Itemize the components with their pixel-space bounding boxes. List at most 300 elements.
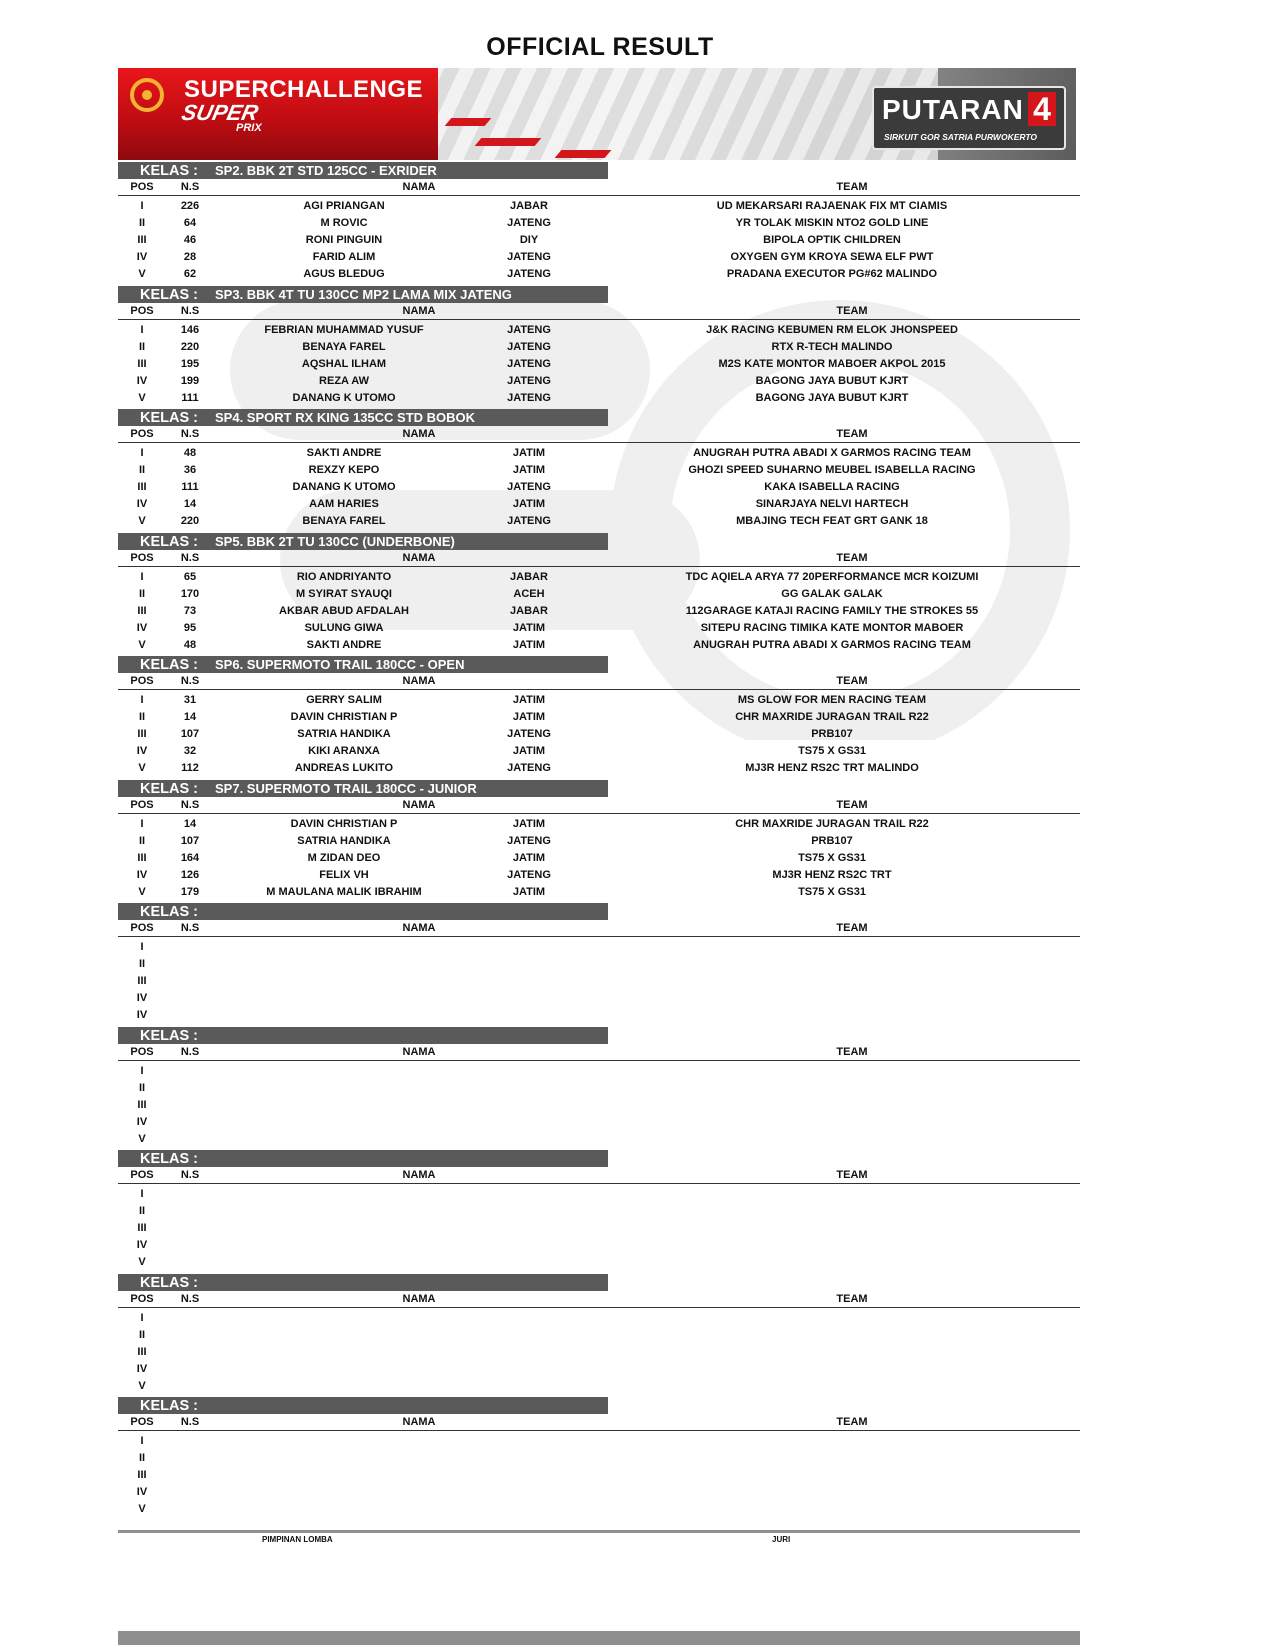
cell-team: J&K RACING KEBUMEN RM ELOK JHONSPEED (706, 323, 958, 336)
col-header-team: TEAM (836, 1292, 868, 1305)
cell-pos: V (138, 1379, 146, 1392)
col-header-team: TEAM (836, 922, 868, 934)
class-name: SP6. SUPERMOTO TRAIL 180CC - OPEN (215, 657, 465, 672)
brand-panel (118, 68, 438, 160)
cell-pos: II (138, 217, 146, 229)
table-header (118, 426, 1080, 443)
cell-ns (166, 1378, 214, 1395)
cell-team: TS75 X GS31 (798, 745, 866, 757)
cell-pos: I (140, 323, 144, 336)
cell-pos: I (140, 1188, 144, 1200)
cell-ns (166, 1254, 214, 1271)
table-header (118, 179, 1080, 196)
brand-sub2: PRIX (236, 122, 262, 134)
cell-ns: 107 (180, 728, 200, 740)
cell-pos: I (140, 1311, 144, 1324)
table-row (118, 1433, 1080, 1450)
table-row (118, 884, 1080, 901)
cell-pos: II (138, 834, 146, 847)
cell-province: JATIM (512, 817, 546, 830)
cell-province: JATENG (507, 357, 551, 370)
cell-ns: 65 (183, 570, 197, 583)
class-name: SP4. SPORT RX KING 135CC STD BOBOK (215, 410, 476, 425)
cell-ns: 179 (180, 885, 200, 898)
cell-pos: V (138, 638, 146, 651)
table-row (118, 973, 1080, 990)
table-row (118, 390, 1080, 407)
cell-province: JATENG (507, 374, 551, 387)
cell-nama (214, 1433, 474, 1450)
cell-pos: V (138, 1132, 146, 1145)
cell-nama: FARID ALIM (312, 251, 376, 263)
class-label: KELAS : (140, 163, 198, 179)
col-header-ns: N.S (180, 1169, 200, 1181)
cell-pos: III (137, 1469, 147, 1481)
cell-pos: I (140, 694, 144, 706)
table-row (118, 445, 1080, 462)
cell-ns: 112 (181, 762, 199, 774)
class-section (118, 533, 1080, 657)
cell-province (474, 973, 584, 990)
cell-ns: 62 (183, 268, 197, 280)
cell-pos: II (138, 958, 146, 970)
cell-pos: V (138, 1503, 146, 1515)
col-header-ns: N.S (180, 1045, 200, 1058)
table-row (118, 1378, 1080, 1395)
table-header (118, 1044, 1080, 1061)
cell-team: M2S KATE MONTOR MABOER AKPOL 2015 (718, 357, 946, 370)
col-header-ns: N.S (180, 304, 200, 317)
class-header-bar (118, 1274, 608, 1291)
cell-province (474, 956, 584, 973)
cell-nama (214, 1378, 474, 1395)
cell-province (474, 1467, 584, 1484)
results-list (118, 162, 1080, 1521)
table-row (118, 603, 1080, 620)
class-header-bar (118, 1150, 608, 1167)
cell-province (474, 939, 584, 956)
table-header (118, 673, 1080, 690)
cell-nama (214, 1237, 474, 1254)
cell-ns (166, 1063, 214, 1080)
class-section (118, 780, 1080, 904)
table-header (118, 303, 1080, 320)
col-header-pos: POS (130, 181, 154, 193)
cell-nama (214, 1131, 474, 1148)
cell-nama: FEBRIAN MUHAMMAD YUSUF (264, 323, 424, 336)
cell-team: YR TOLAK MISKIN NTO2 GOLD LINE (735, 217, 929, 229)
cell-team: MBAJING TECH FEAT GRT GANK 18 (736, 515, 928, 527)
table-header (118, 920, 1080, 937)
table-row (118, 1220, 1080, 1237)
table-row (118, 692, 1080, 709)
cell-pos: I (140, 941, 144, 953)
cell-province: JATIM (512, 885, 546, 898)
table-row (118, 1467, 1080, 1484)
class-section (118, 286, 1080, 410)
cell-pos: I (140, 200, 144, 212)
cell-ns (166, 1220, 214, 1237)
cell-pos: IV (136, 1362, 148, 1375)
cell-nama: BENAYA FAREL (302, 515, 386, 527)
cell-province (474, 1186, 584, 1203)
cell-province (474, 1501, 584, 1518)
cell-ns: 28 (183, 251, 197, 263)
cell-ns: 32 (183, 745, 197, 757)
page-title: OFFICIAL RESULT (486, 33, 714, 61)
cell-nama: AQSHAL ILHAM (301, 357, 387, 370)
signature-chief: PIMPINAN LOMBA (262, 1535, 333, 1544)
table-row (118, 1310, 1080, 1327)
cell-pos: V (138, 762, 146, 774)
cell-team: MJ3R HENZ RS2C TRT MALINDO (745, 762, 919, 774)
col-header-pos: POS (130, 428, 154, 440)
table-row (118, 956, 1080, 973)
cell-ns (166, 1131, 214, 1148)
cell-province (474, 1450, 584, 1467)
kerb-stripe (445, 118, 492, 126)
footer-bar (118, 1631, 1080, 1645)
cell-province (474, 1344, 584, 1361)
class-name: SP7. SUPERMOTO TRAIL 180CC - JUNIOR (215, 780, 477, 796)
class-label: KELAS : (140, 1027, 198, 1044)
target-logo-icon (130, 78, 164, 112)
cell-team (584, 1254, 1080, 1271)
col-header-nama: NAMA (402, 551, 436, 564)
table-row (118, 726, 1080, 743)
track-image (398, 68, 938, 160)
cell-ns: 95 (183, 621, 197, 634)
cell-pos: III (137, 1098, 147, 1111)
cell-ns (166, 1467, 214, 1484)
col-header-ns: N.S (180, 1292, 200, 1305)
cell-province: ACEH (513, 587, 545, 600)
cell-pos: III (137, 604, 147, 617)
cell-team (584, 1186, 1080, 1203)
cell-team (584, 1007, 1080, 1024)
col-header-nama: NAMA (402, 181, 436, 193)
cell-province (474, 1097, 584, 1114)
cell-ns (166, 1186, 214, 1203)
cell-team: TS75 X GS31 (798, 851, 866, 864)
col-header-team: TEAM (836, 304, 868, 317)
cell-ns: 14 (183, 711, 197, 723)
cell-team (584, 1237, 1080, 1254)
cell-pos: V (138, 1256, 146, 1268)
class-name: SP3. BBK 4T TU 130CC MP2 LAMA MIX JATENG (215, 286, 512, 302)
cell-ns (166, 990, 214, 1007)
table-row (118, 1131, 1080, 1148)
cell-province (474, 1327, 584, 1344)
class-section (118, 903, 1080, 1027)
col-header-pos: POS (130, 1416, 154, 1428)
cell-nama: DAVIN CHRISTIAN P (290, 711, 398, 723)
cell-nama: M MAULANA MALIK IBRAHIM (266, 885, 422, 898)
cell-province (474, 1220, 584, 1237)
cell-team: MJ3R HENZ RS2C TRT (772, 868, 892, 881)
cell-nama (214, 1080, 474, 1097)
cell-province (474, 1433, 584, 1450)
cell-pos: II (138, 1452, 146, 1464)
table-row (118, 513, 1080, 530)
col-header-pos: POS (130, 1169, 154, 1181)
class-header-bar (118, 656, 608, 673)
cell-province: JATENG (507, 340, 551, 353)
class-label: KELAS : (140, 780, 198, 797)
cell-nama (214, 1203, 474, 1220)
cell-ns: 195 (180, 357, 200, 370)
cell-team: BAGONG JAYA BUBUT KJRT (755, 391, 909, 404)
cell-nama: M ROVIC (320, 217, 368, 229)
cell-province: JATIM (512, 851, 546, 864)
class-label: KELAS : (140, 1151, 198, 1167)
table-row (118, 1254, 1080, 1271)
cell-pos: I (140, 1064, 144, 1077)
cell-ns (166, 1501, 214, 1518)
cell-province (474, 1361, 584, 1378)
table-row (118, 1484, 1080, 1501)
col-header-nama: NAMA (402, 1416, 436, 1428)
round-word: PUTARAN (882, 94, 1024, 125)
cell-team: PRADANA EXECUTOR PG#62 MALINDO (726, 268, 938, 280)
cell-province: JATIM (512, 694, 546, 706)
class-header-bar (118, 409, 608, 426)
table-row (118, 215, 1080, 232)
table-row (118, 462, 1080, 479)
cell-ns (166, 1114, 214, 1131)
cell-ns (166, 1450, 214, 1467)
cell-pos: III (137, 975, 147, 987)
cell-ns (166, 1433, 214, 1450)
cell-nama: AAM HARIES (309, 498, 379, 510)
cell-team (584, 1327, 1080, 1344)
cell-team (584, 1344, 1080, 1361)
cell-team (584, 990, 1080, 1007)
cell-team: BIPOLA OPTIK CHILDREN (763, 234, 901, 246)
class-section (118, 656, 1080, 780)
cell-nama: AGI PRIANGAN (303, 200, 385, 212)
col-header-ns: N.S (180, 798, 200, 811)
table-row (118, 1186, 1080, 1203)
cell-province (474, 1007, 584, 1024)
cell-nama (214, 1097, 474, 1114)
cell-ns: 220 (180, 515, 200, 527)
cell-nama: AKBAR ABUD AFDALAH (279, 604, 409, 617)
cell-team (584, 1467, 1080, 1484)
table-row (118, 322, 1080, 339)
cell-team (584, 1131, 1080, 1148)
cell-team: ANUGRAH PUTRA ABADI X GARMOS RACING TEAM (693, 638, 971, 651)
class-header-bar (118, 1397, 608, 1414)
class-header-bar (118, 533, 608, 550)
cell-province: JATENG (507, 481, 551, 493)
cell-pos: II (138, 711, 146, 723)
class-header-bar (118, 162, 608, 179)
col-header-team: TEAM (836, 428, 868, 440)
cell-nama: M SYIRAT SYAUQI (296, 587, 392, 600)
cell-team (584, 1378, 1080, 1395)
table-row (118, 743, 1080, 760)
cell-pos: IV (136, 1486, 148, 1498)
table-row (118, 1203, 1080, 1220)
cell-province: JATENG (507, 515, 551, 527)
cell-ns (166, 1203, 214, 1220)
col-header-team: TEAM (836, 675, 868, 687)
cell-ns (166, 939, 214, 956)
cell-province: JATENG (507, 728, 551, 740)
col-header-ns: N.S (180, 181, 200, 193)
cell-province: DIY (519, 234, 539, 246)
cell-pos: II (138, 1081, 146, 1094)
cell-team (584, 1433, 1080, 1450)
cell-nama (214, 1186, 474, 1203)
cell-nama: DANANG K UTOMO (292, 481, 396, 493)
cell-ns: 64 (183, 217, 197, 229)
col-header-ns: N.S (180, 675, 200, 687)
cell-ns (166, 1080, 214, 1097)
table-row (118, 496, 1080, 513)
col-header-ns: N.S (180, 428, 200, 440)
class-label: KELAS : (140, 904, 198, 920)
cell-nama: DANANG K UTOMO (292, 391, 396, 404)
cell-pos: IV (136, 745, 148, 757)
class-label: KELAS : (140, 657, 198, 673)
table-row (118, 266, 1080, 283)
event-banner (118, 68, 1076, 160)
class-header-bar (118, 286, 608, 303)
cell-team (584, 1063, 1080, 1080)
cell-nama (214, 1254, 474, 1271)
cell-nama (214, 1484, 474, 1501)
cell-pos: III (137, 728, 147, 740)
cell-ns: 199 (180, 374, 200, 387)
cell-nama: RIO ANDRIYANTO (296, 570, 392, 583)
col-header-nama: NAMA (402, 1045, 436, 1058)
cell-nama (214, 939, 474, 956)
cell-ns: 164 (180, 851, 200, 864)
cell-ns (166, 1361, 214, 1378)
table-row (118, 1007, 1080, 1024)
cell-nama: REZA AW (319, 374, 369, 387)
cell-ns: 48 (183, 638, 197, 651)
cell-team (584, 1097, 1080, 1114)
brand-name: SUPERCHALLENGE (184, 76, 424, 103)
cell-team: MS GLOW FOR MEN RACING TEAM (737, 694, 927, 706)
cell-ns: 73 (183, 604, 197, 617)
cell-nama: REXZY KEPO (308, 464, 380, 476)
cell-nama: SAKTI ANDRE (306, 638, 382, 651)
cell-ns (166, 973, 214, 990)
cell-ns: 14 (183, 817, 197, 830)
col-header-team: TEAM (836, 1045, 868, 1058)
cell-pos: III (137, 1345, 147, 1358)
cell-pos: II (138, 464, 146, 476)
cell-province (474, 1203, 584, 1220)
table-row (118, 249, 1080, 266)
class-name: SP2. BBK 2T STD 125CC - EXRIDER (215, 163, 437, 178)
cell-team: GG GALAK GALAK (781, 587, 883, 600)
signature-divider (118, 1530, 1080, 1533)
cell-pos: IV (136, 1115, 148, 1128)
cell-province: JATENG (507, 868, 551, 881)
cell-nama (214, 1007, 474, 1024)
cell-team: PRB107 (811, 728, 853, 740)
cell-province: JATENG (507, 762, 551, 774)
cell-province (474, 1254, 584, 1271)
cell-nama: ANDREAS LUKITO (294, 762, 394, 774)
col-header-team: TEAM (836, 1416, 868, 1428)
cell-ns: 36 (183, 464, 197, 476)
table-header (118, 1414, 1080, 1431)
cell-ns: 111 (181, 391, 199, 404)
cell-pos: I (140, 817, 144, 830)
cell-nama (214, 1310, 474, 1327)
cell-ns: 31 (183, 694, 197, 706)
cell-ns (166, 1007, 214, 1024)
cell-province: JATIM (512, 621, 546, 634)
col-header-team: TEAM (836, 798, 868, 811)
col-header-nama: NAMA (402, 922, 436, 934)
cell-team: ANUGRAH PUTRA ABADI X GARMOS RACING TEAM (693, 447, 971, 459)
round-badge (872, 86, 1066, 150)
cell-province (474, 1237, 584, 1254)
cell-pos: V (138, 391, 146, 404)
cell-pos: II (138, 1205, 146, 1217)
col-header-nama: NAMA (402, 428, 436, 440)
table-row (118, 569, 1080, 586)
class-section (118, 409, 1080, 533)
table-row (118, 1450, 1080, 1467)
table-row (118, 620, 1080, 637)
cell-nama (214, 1114, 474, 1131)
table-row (118, 1097, 1080, 1114)
cell-ns: 46 (183, 234, 197, 246)
table-row (118, 479, 1080, 496)
kerb-stripe (555, 150, 612, 158)
cell-ns: 220 (180, 340, 200, 353)
table-row (118, 232, 1080, 249)
col-header-pos: POS (130, 675, 154, 687)
table-row (118, 709, 1080, 726)
cell-province (474, 1114, 584, 1131)
class-label: KELAS : (140, 1398, 198, 1414)
cell-pos: IV (136, 1009, 148, 1021)
cell-pos: IV (136, 1239, 148, 1251)
cell-province: JATENG (507, 268, 551, 280)
cell-team (584, 1501, 1080, 1518)
class-section (118, 162, 1080, 286)
cell-province: JABAR (510, 604, 548, 617)
cell-team (584, 956, 1080, 973)
cell-ns: 111 (181, 481, 199, 493)
cell-province: JATIM (512, 745, 546, 757)
cell-nama (214, 956, 474, 973)
cell-pos: IV (136, 498, 148, 510)
col-header-pos: POS (130, 1292, 154, 1305)
cell-team (584, 1450, 1080, 1467)
cell-pos: IV (136, 868, 148, 881)
class-label: KELAS : (140, 533, 198, 550)
table-row (118, 356, 1080, 373)
cell-team: BAGONG JAYA BUBUT KJRT (755, 374, 909, 387)
cell-pos: III (137, 234, 147, 246)
cell-pos: I (140, 447, 144, 459)
cell-nama: BENAYA FAREL (302, 340, 386, 353)
class-header-bar (118, 903, 608, 920)
cell-province: JATIM (512, 447, 546, 459)
cell-nama (214, 1450, 474, 1467)
table-header (118, 797, 1080, 814)
